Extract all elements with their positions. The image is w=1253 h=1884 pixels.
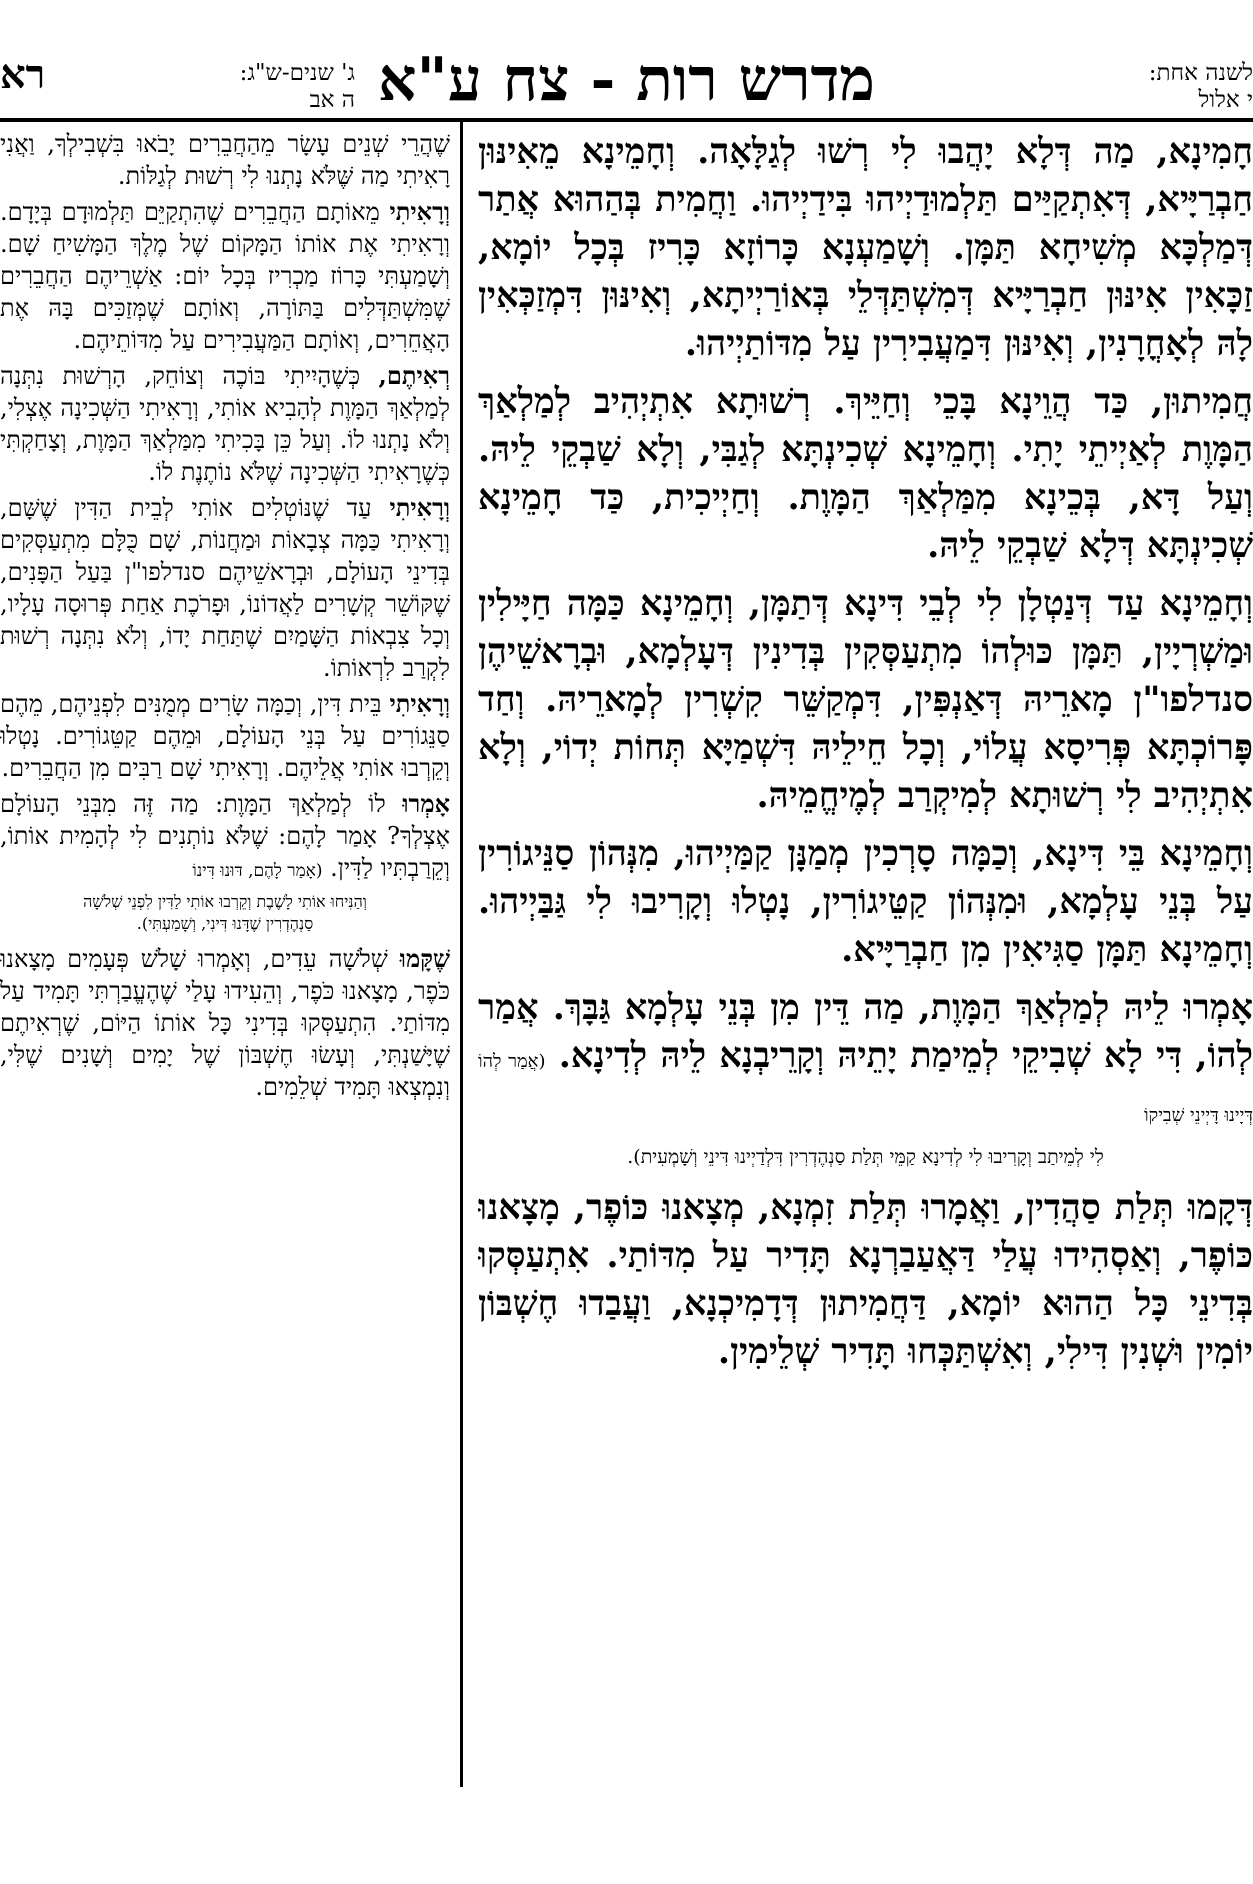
header-left-line1: ג' שנים-ש"ג: bbox=[239, 60, 355, 86]
side-paragraph-2-lead: וְרָאִיתִי bbox=[389, 197, 450, 226]
side-paragraph-7-lead: שֶׁקָּמוּ bbox=[399, 944, 450, 973]
header-date-three-years bbox=[155, 60, 355, 114]
main-paragraph-3: וְחָמֵינָא עַד דְּנַטְלָן לִי לְבֵי דִּינָא דְּתַמָּן, וְחָמֵינָא כַּמָּה חַיָּילִין וּמַשְׁרְיָין, תַּמָּן כּוּלְהוֹ מִתְעַסְּקִין בְּדִינִין דְּעָלְמָא, וּבְרָאשֵׁיהֶן סנדלפו"ן מָארֵיהּ דְּאַנְפִּין, דִּמְקַשֵּׁר קִשְׁרִין לְמָארֵיהּ. וְחַד פָּרוֹכְתָּא פְּרִיסָא עֲלוֹי, וְכָל חֵילֵיהּ דִּשְׁמַיָּא תְּחוֹת יְדוֹי, וְלָא אִתְיְהִיב לִי רְשׁוּתָא לְמִיקְרַב לְמֶיחֱמֵיהּ. bbox=[478, 583, 1253, 816]
main-paragraph-5 bbox=[478, 984, 1253, 1140]
main-paragraph-1: חָמִינָא, מַה דְּלָא יָהֲבוּ לִי רְשׁוּ לְגַלָּאָה. וְחָמֵינָא מֵאִינּוּן חַבְרַיָּיא, דְּאִתְקַיַּים תַּלְמוּדַיְיהוּ בִּידַיְיהוּ. וַחֲמִית בְּהַהוּא אֲתַר דְּמַלְכָּא מְשִׁיחָא תַּמָּן. וְשָׁמַעְנָא כָּרוֹזָא כָּרִיז בְּכָל יוֹמָא, זַכָּאִין אִינּוּן חַבְרַיָּיא דְּמִשְׁתַּדְּלֵי בְּאוֹרַיְיתָא, וְאִינּוּן דִּמְזַכְּאִין לָהּ לְאָחֳרָנִין, וְאִינּוּן דִּמַעֲבִירִין עַל מִדּוֹתַיְיהוּ. bbox=[478, 131, 1253, 364]
main-paragraph-4: וְחָמֵינָא בֵּי דִּינָא, וְכַמָּה סָרְכִין מְמַנָּן קַמַּיְיהוּ, מִנְּהוֹן סַנֵּיגוֹרִין עַל בְּנֵי עָלְמָא, וּמִנְּהוֹן קַטֵּיגוֹרִין, נָטְלוּ וְקָרִיבוּ לִי גַּבַּיְיהוּ. וְחָמֵינָא תַּמָּן סַגִּיאִין מִן חַבְרַיָּיא. bbox=[478, 833, 1253, 970]
main-paragraph-6: דְּקָמוּ תְּלַת סַהֲדִין, וַאֲמָרוּ תְּלַת זִמְנָא, מְצָאנוּ כּוֹפֶר, מָצָאנוּ כּוֹפֶר, וְאַסְהִידוּ עֲלַי דַּאֲעַבַרְנָא תָּדִיר עַל מִדּוֹתַי. אִתְעַסְּקוּ בְּדִינֵי כָּל הַהוּא יוֹמָא, דַּחֲמִיתוּן דְּדָמִיכְנָא, וַעֲבַדוּ חֶשְׁבּוֹן יוֹמִין וּשְׁנִין דִּילִי, וְאִשְׁתַּכְּחוּ תָּדִיר שְׁלֵימִין. bbox=[478, 1187, 1253, 1372]
side-paragraph-6-text: לוֹ לְמַלְאַךְ הַמָּוֶת: מַה זֶּה מִבְּנֵי הָעוֹלָם אֶצְלְךָ? אָמַר לָהֶם: שֶׁלֹּא נוֹתְנִים לִי לְהָמִית אוֹתוֹ, וְקֵרַבְתִּיו לַדִּין. bbox=[0, 790, 450, 882]
header-left-line2: ה אב bbox=[309, 87, 355, 113]
side-paragraph-4-lead: וְרָאִיתִי bbox=[389, 493, 450, 522]
side-paragraph-4-text: עַד שֶׁנּוֹטְלִים אוֹתִי לְבֵית הַדִּין שֶׁשָּׁם, וְרָאִיתִי כַּמָּה צְבָאוֹת וּמַחֲנוֹת, שָׁם כֻּלָּם מִתְעַסְּקִים בְּדִינֵי הָעוֹלָם, וּבְרָאשֵׁיהֶם סנדלפו"ן בַּעַל הַפָּנִים, שֶׁקּוֹשֵׁר קְשָׁרִים לַאֲדוֹנוֹ, וּפָרֹכֶת אַחַת פְּרוּסָה עָלָיו, וְכָל צִבְאוֹת הַשָּׁמַיִם שֶׁתַּחַת יָדוֹ, וְלֹא נִתְּנָה רְשׁוּת לִקְרַב לִרְאוֹתוֹ. bbox=[0, 494, 450, 682]
column-divider bbox=[460, 122, 463, 1787]
side-bracket-note-line1: וְהַנִּיחוּ אוֹתִי לָשֶׁבֶת וְקֵרְבוּ אוֹתִי לַדִּין לִפְנֵי שְׁלֹשָׁה bbox=[83, 892, 367, 911]
main-paragraph-2: חֲמִיתוּן, כַּד הֲוֵינָא בָּכֵי וְחַיֵּיךְ. רְשׁוּתָא אִתְיְהִיב לְמַלְאַךְ הַמָּוֶת לְאַיְיתֵי יָתִי. וְחָמֵינָא שְׁכִינְתָּא לְגַבִּי, וְלָא שַׁבְקֵי לֵיהּ. וְעַל דָּא, בְּכֵינָא מִמַּלְאַךְ הַמָּוֶת. וְחַיְיכִית, כַּד חָמֵינָא שְׁכִינְתָּא דְּלָא שַׁבְקֵי לֵיהּ. bbox=[478, 381, 1253, 566]
header-right-line1: לשנה אחת: bbox=[1148, 60, 1253, 86]
side-column-hebrew bbox=[0, 128, 450, 1868]
side-paragraph-3-lead: רְאִיתֶם, bbox=[378, 361, 450, 390]
side-paragraph-6 bbox=[0, 788, 450, 887]
page-header bbox=[0, 0, 1253, 115]
main-paragraph-5-text: אָמְרוּ לֵיהּ לְמַלְאַךְ הַמָּוֶת, מַה דֵּין מִן בְּנֵי עָלְמָא גַּבָּךְ. אֲמַר לְהוֹ, דִּי לָא שְׁבִיקֵי לְמֵימַת יָתֵיהּ וְקָרֵיבְנָא לֵיהּ לְדִינָא. bbox=[478, 987, 1253, 1076]
header-rule bbox=[0, 118, 1253, 122]
side-paragraph-7 bbox=[0, 943, 450, 1103]
side-bracket-note bbox=[0, 891, 450, 935]
side-paragraph-2 bbox=[0, 196, 450, 356]
side-paragraph-5-text: בֵּית דִּין, וְכַמָּה שָׂרִים מְמֻנִּים לִפְנֵיהֶם, מֵהֶם סַנֵּגוֹרִים עַל בְּנֵי הָעוֹלָם, וּמֵהֶם קַטֵּגוֹרִים. נָטְלוּ וְקֵרְבוּ אוֹתִי אֲלֵיהֶם. וְרָאִיתִי שָׁם רַבִּים מִן הַחֲבֵרִים. bbox=[0, 690, 450, 782]
main-paragraph-5-note: (אֲמַר לְהוֹ דְּיָינוּ דָּיְינֵי שְׁבִיקוֹ bbox=[478, 1051, 1253, 1126]
main-bracket-note: לִי לְמֵיתַב וְקָרִיבוּ לִי לְדִינָא קַמֵּי תְּלַת סַנְהֶדְרִין דִּלְדַיְינוּ דִּינֵי וְשָׁמְעִית). bbox=[627, 1146, 1104, 1168]
main-column-aramaic bbox=[478, 128, 1253, 1868]
side-paragraph-5-lead: וְרָאִיתִי bbox=[389, 689, 450, 718]
page-title: מדרש רות - צח ע"א bbox=[378, 45, 875, 115]
side-paragraph-6-lead: אָמְרוּ bbox=[402, 789, 450, 818]
side-paragraph-2-text: מֵאוֹתָם הַחֲבֵרִים שֶׁהִתְקַיֵּם תַּלְמוּדָם בְּיָדָם. וְרָאִיתִי אֶת אוֹתוֹ הַמָּקוֹם שֶׁל מֶלֶךְ הַמָּשִׁיחַ שָׁם. וְשָׁמַעְתִּי כָּרוֹז מַכְרִיז בְּכָל יוֹם: אַשְׁרֵיהֶם הַחֲבֵרִים שֶׁמִּשְׁתַּדְּלִים בַּתּוֹרָה, וְאוֹתָם שֶׁמְּזַכִּים בָּהּ אֶת הָאֲחֵרִים, וְאוֹתָם הַמַּעֲבִירִים עַל מִדּוֹתֵיהֶם. bbox=[0, 198, 450, 354]
side-bracket-note-line2: סַנְהֶדְרִין שֶׁדָּנוּ דִּינִי, וְשָׁמַעְתִּי). bbox=[136, 914, 314, 933]
page-number: רא bbox=[0, 51, 46, 98]
side-paragraph-5 bbox=[0, 688, 450, 784]
side-paragraph-6-note: (אָמַר לָהֶם, דּוּנוּ דִּינוֹ bbox=[192, 861, 323, 881]
side-paragraph-4 bbox=[0, 492, 450, 684]
header-right-line2: י אלול bbox=[1198, 87, 1253, 113]
side-paragraph-7-text: שְׁלֹשָׁה עֵדִים, וְאָמְרוּ שָׁלֹשׁ פְּעָמִים מָצָאנוּ כֹּפֶר, מָצָאנוּ כֹּפֶר, וְהֵעִידוּ עָלַי שֶׁהֶעֱבַרְתִּי תָּמִיד עַל מִדּוֹתַי. הִתְעַסְּקוּ בְּדִינִי כָּל אוֹתוֹ הַיּוֹם, שֶׁרְאִיתֶם שֶׁיָּשַׁנְתִּי, וְעָשׂוּ חֶשְׁבּוֹן שֶׁל יָמִים וְשָׁנִים שֶׁלִּי, וְנִמְצְאוּ תָּמִיד שְׁלֵמִים. bbox=[0, 945, 450, 1101]
side-paragraph-1: שֶׁהֲרֵי שְׁנֵים עָשָׂר מֵהַחֲבֵרִים יָבֹאוּ בִּשְׁבִילְךָ, וַאֲנִי רָאִיתִי מַה שֶּׁלֹּא נָתְנוּ לִי רְשׁוּת לְגַלּוֹת. bbox=[0, 130, 450, 190]
side-paragraph-3-text: כְּשֶׁהָיִיתִי בּוֹכֶה וְצוֹחֵק, הָרְשׁוּת נִתְּנָה לְמַלְאַךְ הַמָּוֶת לְהָבִיא אוֹתִי, וְרָאִיתִי הַשְּׁכִינָה אֶצְלִי, וְלֹא נָתְנוּ לוֹ. וְעַל כֵּן בָּכִיתִי מִמַּלְאַךְ הַמָּוֶת, וְצָחַקְתִּי כְּשֶׁרָאִיתִי הַשְּׁכִינָה שֶׁלֹּא נוֹתֶנֶת לוֹ. bbox=[0, 362, 450, 486]
side-paragraph-3 bbox=[0, 360, 450, 488]
header-date-one-year bbox=[1078, 60, 1253, 114]
